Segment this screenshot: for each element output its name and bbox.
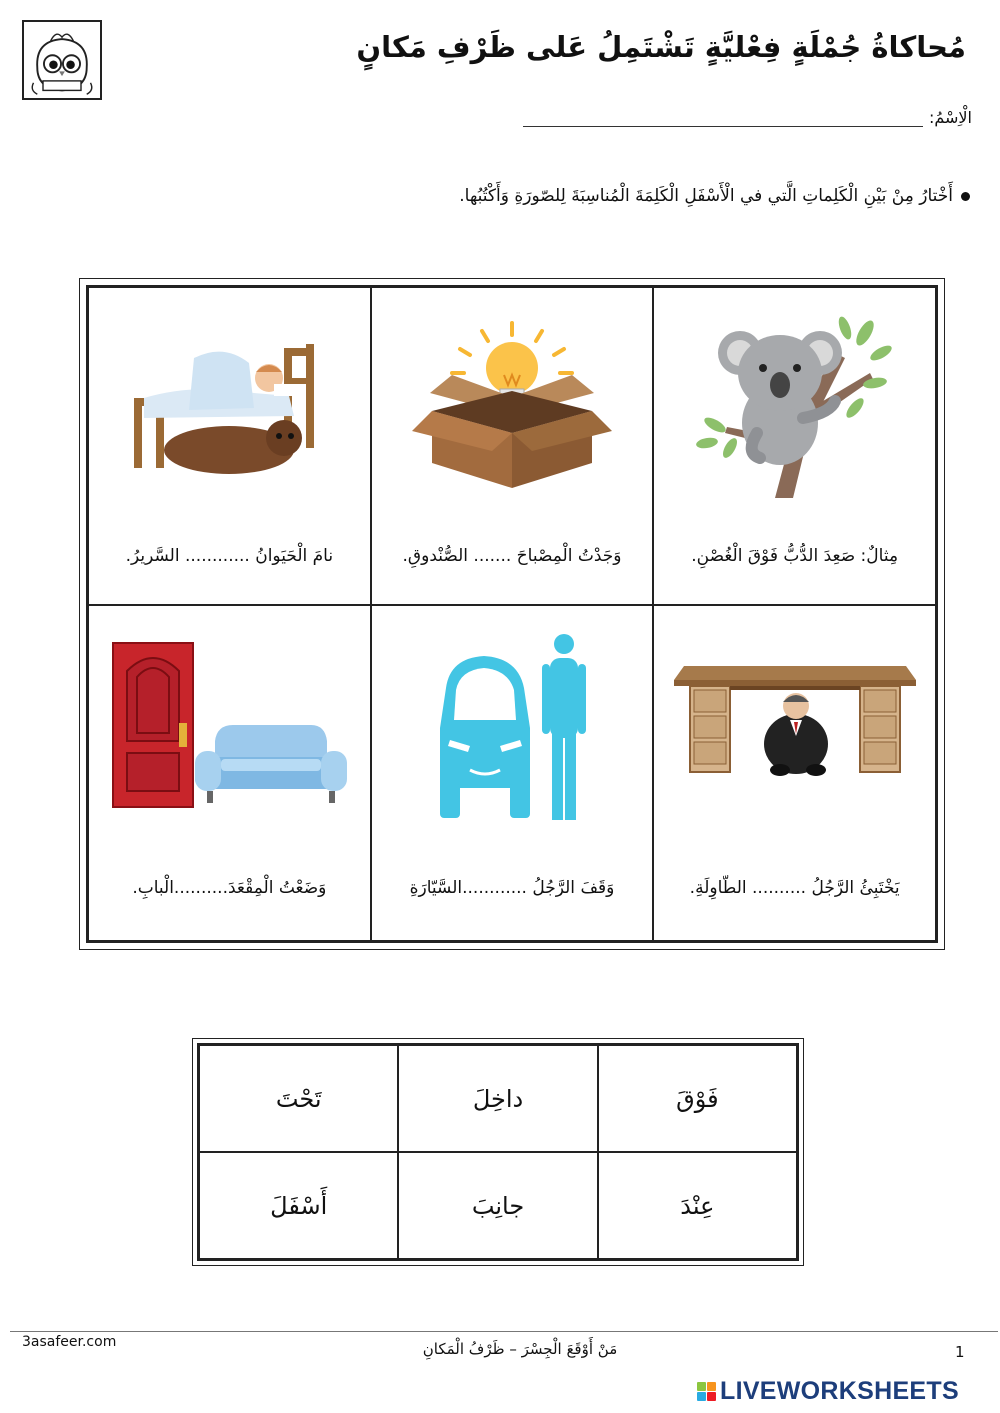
- brand-name: LIVEWORKSHEETS: [720, 1377, 959, 1405]
- word-bank-item[interactable]: عِنْدَ: [598, 1152, 797, 1259]
- instruction-text: أَخْتارُ مِنْ بَيْنِ الْكَلِماتِ الَّتي في الْأَسْفَلِ الْكَلِمَةَ الْمُناسِبَةَ لِلصّورَةِ وَأَكْتُبُها.: [459, 186, 953, 206]
- owl-logo: [22, 20, 102, 100]
- owl-icon: [24, 22, 100, 98]
- word-bank-item[interactable]: أَسْفَلَ: [199, 1152, 398, 1259]
- word-bank-item[interactable]: جانِبَ: [398, 1152, 597, 1259]
- word-bank-item[interactable]: داخِلَ: [398, 1045, 597, 1152]
- liveworksheets-brand[interactable]: [697, 1377, 959, 1406]
- brand-square: [707, 1382, 716, 1391]
- exercise-cell: [88, 287, 371, 605]
- exercise-sentence: نامَ الْحَيَوانُ ............ السَّريرُ.: [125, 546, 334, 566]
- exercise-sentence: مِثالٌ: صَعِدَ الدُّبُّ فَوْقَ الْغُصْنِ.: [691, 546, 899, 566]
- exercise-sentence: وَضَعْتُ الْمِقْعَدَ..........الْبابِ.: [132, 878, 327, 898]
- brand-square: [697, 1392, 706, 1401]
- word-bank: [192, 1038, 804, 1266]
- man-under-desk-picture: [654, 626, 935, 826]
- liveworksheets-icon: [697, 1382, 716, 1401]
- exercise-grid: [79, 278, 945, 950]
- footer-title: مَنْ أَوْقَعَ الْجِسْرَ – ظَرْفُ الْمَكانِ: [422, 1340, 618, 1358]
- brand-square: [697, 1382, 706, 1391]
- page-number: 1: [955, 1343, 965, 1361]
- exercise-sentence: وَجَدْتُ الْمِصْباحَ ....... الصُّنْدوقِ.: [402, 546, 622, 566]
- exercise-sentence: وَقَفَ الرَّجُلُ ............السَّيّارَةِ: [409, 878, 615, 898]
- footer-divider: [10, 1331, 998, 1332]
- lightbulb-in-box-picture: [372, 308, 653, 508]
- instruction: [459, 186, 970, 206]
- footer-site: 3asafeer.com: [22, 1334, 117, 1350]
- man-beside-car-picture: [372, 626, 653, 826]
- exercise-cell: [653, 287, 936, 605]
- exercise-cell: [371, 605, 654, 941]
- name-input-line[interactable]: [523, 111, 923, 127]
- brand-square: [707, 1392, 716, 1401]
- word-bank-item[interactable]: تَحْتَ: [199, 1045, 398, 1152]
- exercise-sentence: يَخْتَبِئُ الرَّجُلُ .......... الطّاوِلَةِ.: [689, 878, 900, 898]
- animal-under-bed-picture: [89, 308, 370, 508]
- koala-on-branch-picture: [654, 308, 935, 508]
- exercise-cell: [371, 287, 654, 605]
- page-title: مُحاكاةُ جُمْلَةٍ فِعْليَّةٍ تَشْتَمِلُ عَلى ظَرْفِ مَكانٍ: [356, 30, 966, 64]
- bullet-icon: [961, 192, 970, 201]
- name-label: الْاِسْمُ:: [928, 108, 972, 127]
- name-row: [523, 108, 972, 127]
- exercise-cell: [653, 605, 936, 941]
- word-bank-item[interactable]: فَوْقَ: [598, 1045, 797, 1152]
- exercise-cell: [88, 605, 371, 941]
- sofa-beside-door-picture: [89, 626, 370, 826]
